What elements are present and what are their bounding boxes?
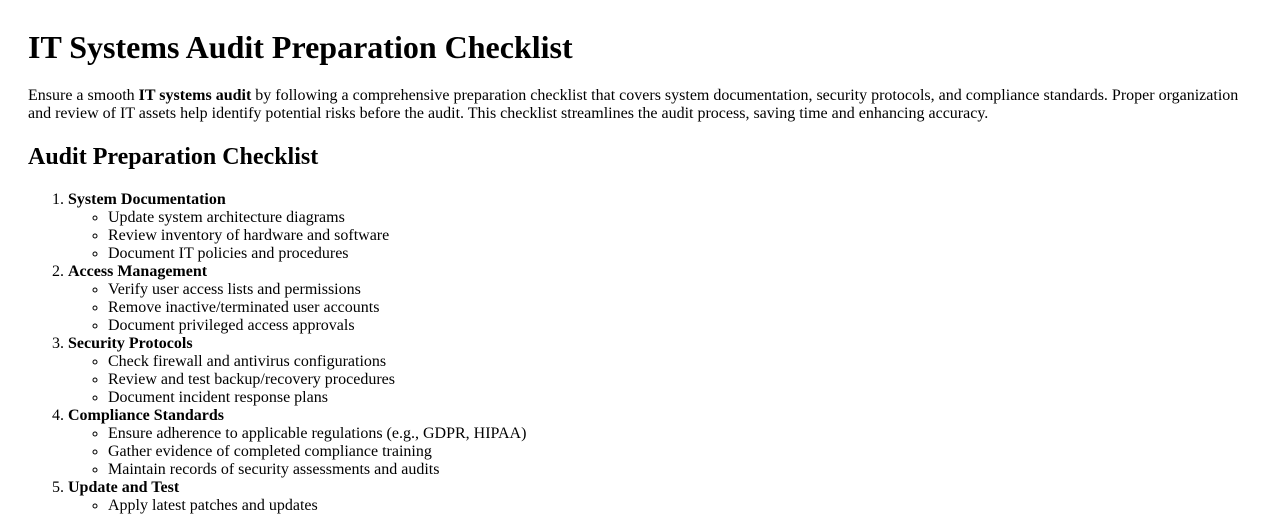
checklist-item: ◦ Ensure adherence to applicable regulations (e.g., GDPR, HIPAA) <box>108 425 1250 443</box>
page-title: IT Systems Audit Preparation Checklist <box>28 29 573 65</box>
checklist-item: ◦ Maintain records of security assessments and audits <box>108 461 1250 479</box>
section-title: System Documentation <box>68 191 226 208</box>
checklist-section <box>68 407 1250 479</box>
section-title: Compliance Standards <box>68 407 225 424</box>
checklist-item: ◦ Check firewall and antivirus configurations <box>108 353 1250 371</box>
checklist-section <box>68 191 1250 263</box>
checklist-item: ◦ Update system architecture diagrams <box>108 209 1250 227</box>
intro-text-end: by following a comprehensive preparation checklist that covers system documentation, security protocols, and compliance standards. Proper organization and review of IT assets help identify potential risks before the audit. This checklist streamlines the audit process, saving time and enhancing accuracy. <box>28 87 1239 122</box>
checklist-sections <box>28 191 1250 515</box>
checklist-item: ◦ Document IT policies and procedures <box>108 245 1250 263</box>
section-items <box>68 425 1250 479</box>
section-items <box>68 281 1250 335</box>
checklist-item: ◦ Verify user access lists and permissions <box>108 281 1250 299</box>
section-title: Security Protocols <box>68 335 193 352</box>
intro-emphasis: IT systems audit <box>138 87 252 104</box>
checklist-item: ◦ Review and test backup/recovery procedures <box>108 371 1250 389</box>
section-items <box>68 497 1250 515</box>
intro-paragraph <box>28 87 1250 123</box>
checklist-item: ◦ Document privileged access approvals <box>108 317 1250 335</box>
intro-text-start: Ensure a smooth <box>28 87 139 104</box>
section-items <box>68 353 1250 407</box>
checklist-section <box>68 335 1250 407</box>
section-title: Access Management <box>68 263 208 280</box>
checklist-item: ◦ Remove inactive/terminated user accounts <box>108 299 1250 317</box>
section-title: Update and Test <box>68 479 180 496</box>
checklist-item: ◦ Gather evidence of completed compliance training <box>108 443 1250 461</box>
checklist-item: ◦ Review inventory of hardware and software <box>108 227 1250 245</box>
checklist-section <box>68 263 1250 335</box>
section-heading: Audit Preparation Checklist <box>28 144 319 170</box>
section-items <box>68 209 1250 263</box>
checklist-item: ◦ Document incident response plans <box>108 389 1250 407</box>
checklist-section <box>68 479 1250 515</box>
checklist-item: ◦ Apply latest patches and updates <box>108 497 1250 515</box>
